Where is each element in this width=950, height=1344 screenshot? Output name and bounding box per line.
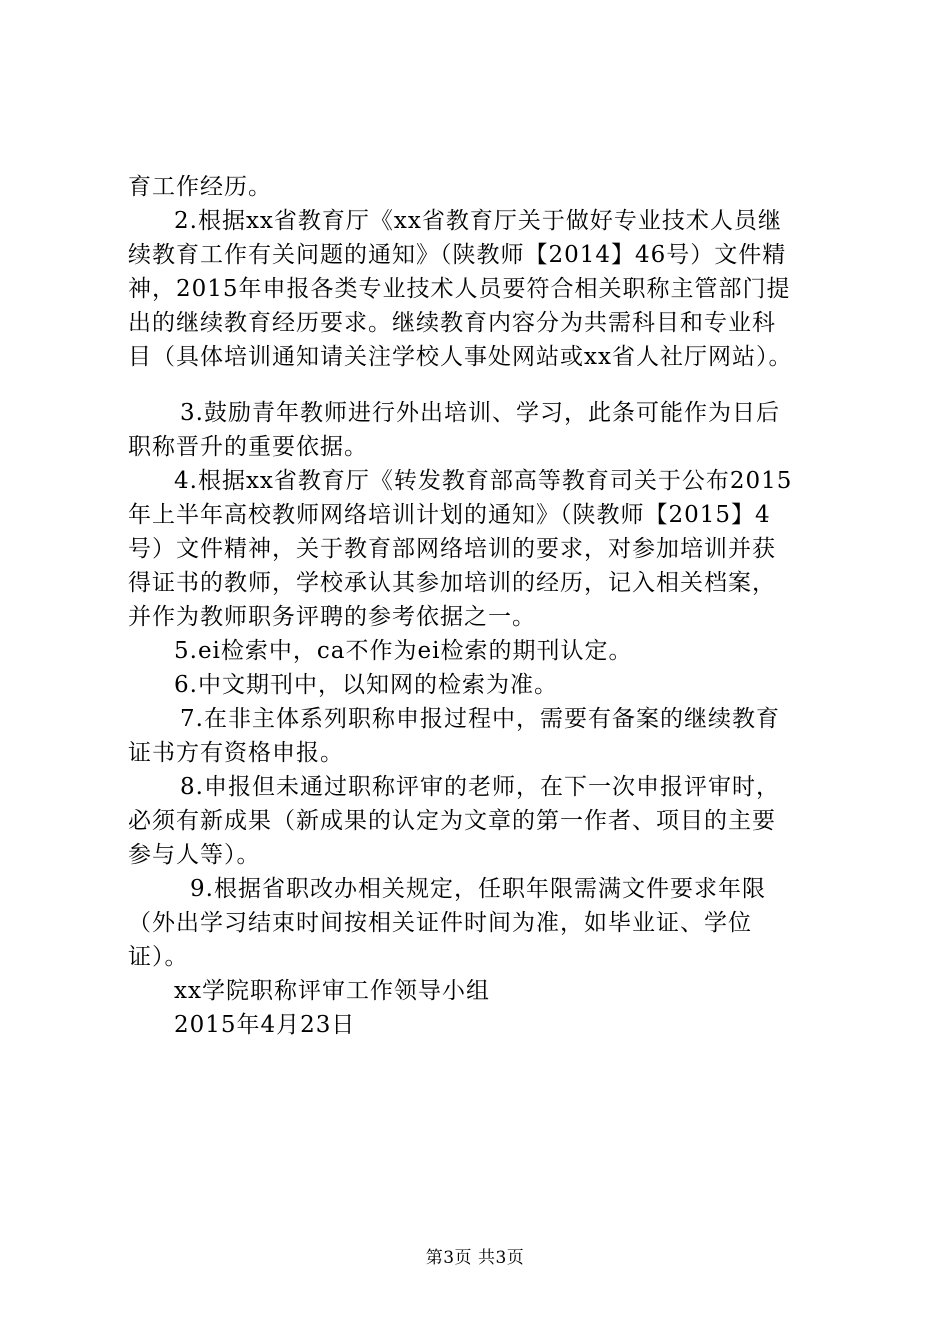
- paragraph-6-line: 6.中文期刊中，以知网的检索为准。: [174, 672, 558, 698]
- document-body: [128, 170, 848, 1042]
- text-line: 育工作经历。: [128, 174, 272, 200]
- paragraph-3-line: 3.鼓励青年教师进行外出培训、学习，此条可能作为日后: [180, 400, 780, 426]
- paragraph-2-line: 出的继续教育经历要求。继续教育内容分为共需科目和专业科: [128, 310, 776, 336]
- paragraph-9-line: （外出学习结束时间按相关证件时间为准，如毕业证、学位: [128, 910, 752, 936]
- page-number-footer: 第3页 共3页: [425, 1248, 525, 1268]
- paragraph-9-line: 9.根据省职改办相关规定，任职年限需满文件要求年限: [190, 876, 766, 902]
- paragraph-4-line: 号）文件精神，关于教育部网络培训的要求，对参加培训并获: [128, 536, 776, 562]
- paragraph-2-line: 神，2015年申报各类专业技术人员要符合相关职称主管部门提: [128, 276, 791, 302]
- paragraph-9-line: 证）。: [128, 944, 189, 970]
- paragraph-8-line: 参与人等）。: [128, 842, 261, 868]
- signature-date: 2015年4月23日: [174, 1012, 356, 1038]
- paragraph-7-line: 证书方有资格申报。: [128, 740, 344, 766]
- paragraph-4-line: 4.根据xx省教育厅《转发教育部高等教育司关于公布2015: [174, 468, 793, 494]
- paragraph-2-line: 续教育工作有关问题的通知》（陕教师【2014】46号）文件精: [128, 242, 787, 268]
- paragraph-8-line: 必须有新成果（新成果的认定为文章的第一作者、项目的主要: [128, 808, 776, 834]
- signature-organization: xx学院职称评审工作领导小组: [174, 978, 490, 1004]
- paragraph-7-line: 7.在非主体系列职称申报过程中，需要有备案的继续教育: [180, 706, 780, 732]
- paragraph-2-line: 2.根据xx省教育厅《xx省教育厅关于做好专业技术人员继: [174, 208, 782, 234]
- paragraph-spacer: [128, 374, 848, 396]
- paragraph-4-line: 并作为教师职务评聘的参考依据之一。: [128, 604, 536, 630]
- paragraph-2-line: 目（具体培训通知请关注学校人事处网站或xx省人社厅网站）。: [128, 344, 793, 370]
- paragraph-3-line: 职称晋升的重要依据。: [128, 434, 368, 460]
- paragraph-5-line: 5.ei检索中，ca不作为ei检索的期刊认定。: [174, 638, 633, 664]
- paragraph-4-line: 得证书的教师，学校承认其参加培训的经历，记入相关档案，: [128, 570, 776, 596]
- paragraph-4-line: 年上半年高校教师网络培训计划的通知》（陕教师【2015】4: [128, 502, 771, 528]
- paragraph-8-line: 8.申报但未通过职称评审的老师，在下一次申报评审时，: [180, 774, 780, 800]
